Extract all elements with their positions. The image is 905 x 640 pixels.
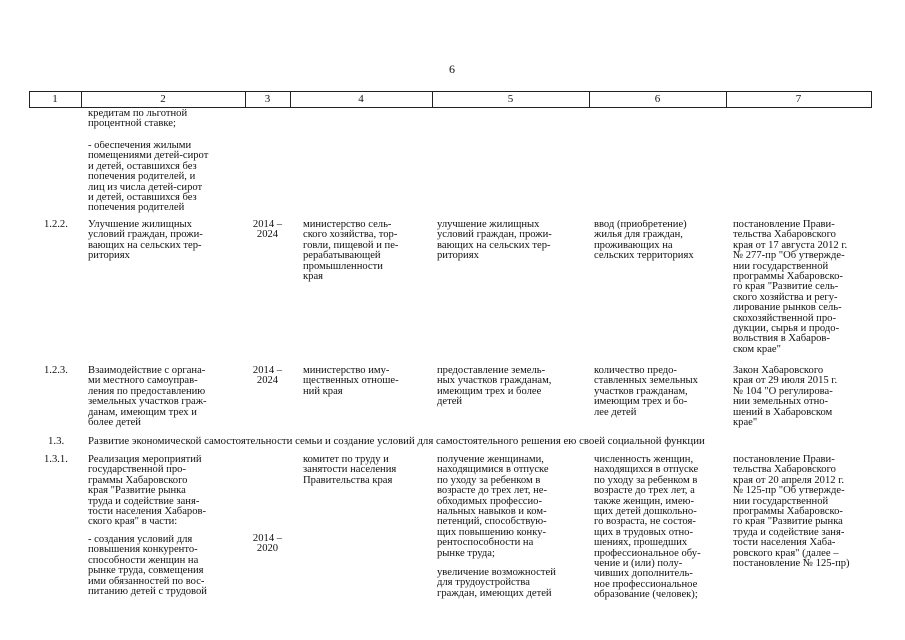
indicator: количество предо- ставленных земельных участков гражданам, имеющим трех и бо- лее детей — [594, 366, 698, 418]
expected-result: улучшение жилищных условий граждан, прожи- вающих на сельских тер- риториях — [437, 220, 552, 262]
header-col-3: 3 — [264, 93, 271, 105]
row-number: 1.3.1. — [44, 455, 68, 465]
header-col-2: 2 — [160, 93, 166, 105]
legal-basis: Закон Хабаровского края от 29 июля 2015 г. № 104 "О регулирова- нии земельных отно- шений в Хабаровском крае" — [733, 366, 838, 429]
measure-name: Реализация мероприятий государственной про- граммы Хабаровского края "Развитие рынка труда и содействие заня- тости населения Хабаров- ского края" в части: — [88, 455, 207, 528]
section-number: 1.3. — [48, 435, 65, 447]
header-col-6: 6 — [654, 93, 661, 105]
header-top-border — [29, 91, 872, 92]
continued-text-b: - обеспечения жилыми помещениями детей-сирот и детей, оставшихся без попечения родителей, и лиц из числа детей-сирот и детей, оставшихся без попечения родителей — [88, 141, 209, 214]
measure-subitem: - создания условий для повышения конкуренто- способности женщин на рынке труда, совмещения ими обязанностей по вос- питанию детей с трудовой — [88, 535, 207, 598]
header-col-5: 5 — [507, 93, 514, 105]
executor: министерство иму- щественных отноше- ний края — [303, 366, 399, 397]
header-divider-right — [871, 91, 872, 107]
header-col-1: 1 — [52, 93, 58, 105]
header-bottom-border — [29, 107, 872, 108]
page-number: 6 — [449, 62, 455, 76]
executor: министерство сель- ского хозяйства, тор- говли, пищевой и пе- рерабатывающей промышленности края — [303, 220, 399, 283]
header-col-4: 4 — [358, 93, 364, 105]
period: 2014 – 2024 — [252, 220, 283, 241]
indicator: ввод (приобретение) жилья для граждан, проживающих на сельских территориях — [594, 220, 694, 262]
expected-result: получение женщинами, находящимися в отпуске по уходу за ребенком в возрасте до трех лет, не- обходимых профессио- нальных навыков и ком- петенций, способствую- щих повышению конку- рентоспособности на рынке труда; — [437, 455, 549, 559]
measure-name: Улучшение жилищных условий граждан, прожи- вающих на сельских тер- риториях — [88, 220, 203, 262]
period: 2014 – 2024 — [252, 366, 283, 387]
measure-name: Взаимодействие с органа- ми местного самоуправ- ления по предоставлению земельных участков граж- данам, имеющим трех и более детей — [88, 366, 207, 429]
row-number: 1.2.3. — [44, 366, 68, 376]
executor: комитет по труду и занятости населения Правительства края — [303, 455, 397, 486]
legal-basis: постановление Прави- тельства Хабаровского края от 17 августа 2012 г. № 277-пр "Об утвержде- нии государственной программы Хабаровско- го края "Развитие сель- ского хозяйства и регу- лирование рынков сель- скохозяйственной про- дукции, сырья и продо- вольствия в Хабаров- ском крае" — [733, 220, 848, 355]
header-col-7: 7 — [795, 93, 802, 105]
row-number: 1.2.2. — [44, 220, 68, 230]
continued-text-a: кредитам по льготной процентной ставке; — [88, 109, 188, 130]
expected-result-2: увеличение возможностей для трудоустройства граждан, имеющих детей — [437, 568, 556, 599]
indicator: численность женщин, находящихся в отпуске по уходу за ребенком в возрасте до трех лет, а также женщин, имею- щих детей дошкольно- го возраста, не состоя- щих в трудовых отно- шениях, прошедших профессиональное обу- чение и (или) полу- чивших дополнитель- ное профессиональное образование (человек); — [594, 455, 701, 601]
period: 2014 – 2020 — [252, 534, 283, 555]
legal-basis: постановление Прави- тельства Хабаровского края от 20 апреля 2012 г. № 125-пр "Об утвержде- нии государственной программы Хабаровско- го края "Развитие рынка труда и содействие заня- тости населения Хаба- ровского края" (далее – постановление № 125-пр) — [733, 455, 850, 570]
section-title: Развитие экономической самостоятельности семьи и создание условий для самостоятельного решения ею своей социальной функции — [88, 435, 705, 447]
expected-result: предоставление земель- ных участков гражданам, имеющим трех и более детей — [437, 366, 552, 408]
